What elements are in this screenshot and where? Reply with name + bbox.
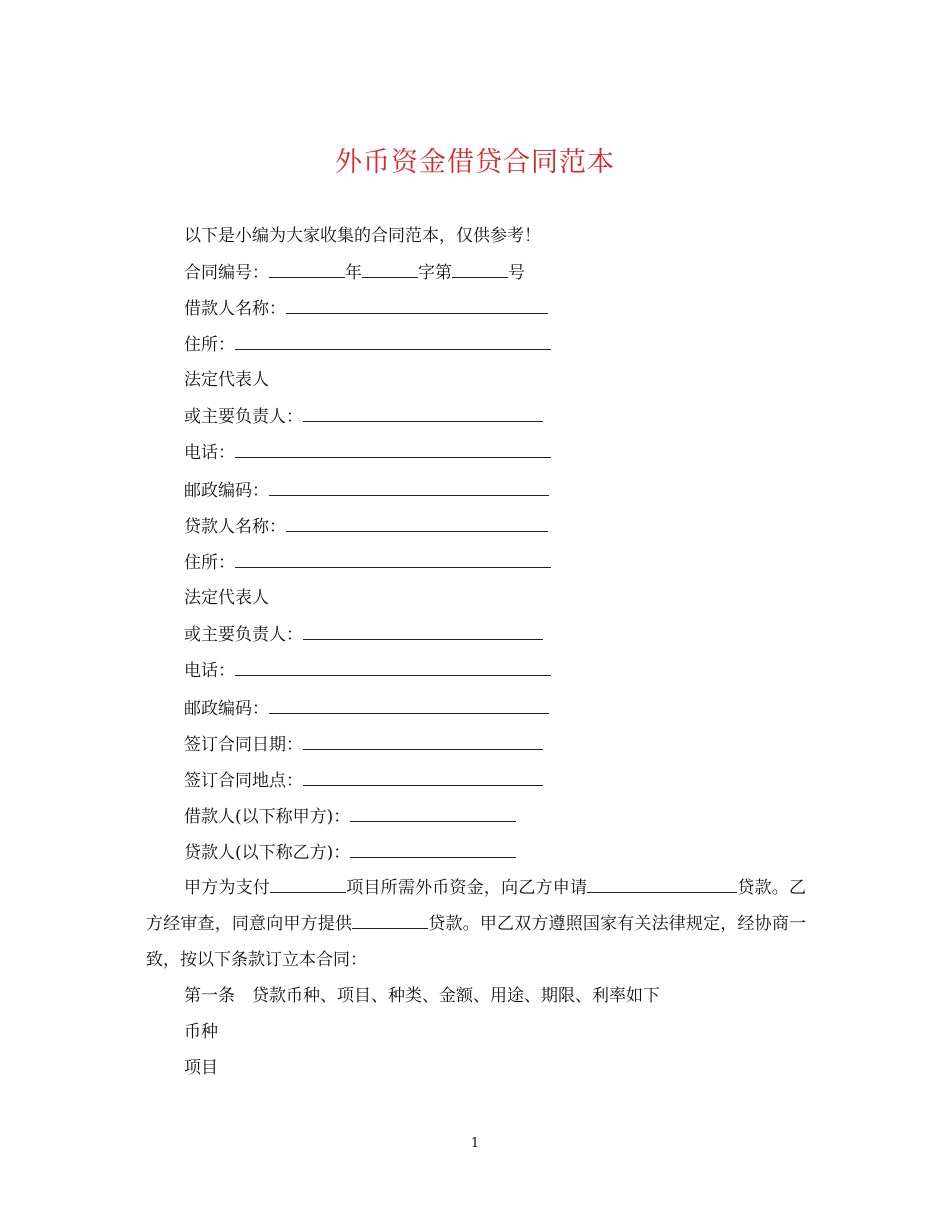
blank-field xyxy=(362,260,418,278)
borrower-phone-line xyxy=(184,440,551,465)
blank-field xyxy=(235,440,551,458)
lender-name-line xyxy=(184,514,548,539)
borrower-address-label: 住所： xyxy=(184,335,235,355)
blank-field xyxy=(350,840,516,858)
body-text: 贷款。甲乙双方遵照国家有关法律规定，经协商一致，按以下条款订立本合同： xyxy=(146,914,807,970)
blank-field xyxy=(587,875,737,893)
body-text: 甲方为支付 xyxy=(184,878,271,898)
borrower-head-label: 或主要负责人： xyxy=(184,407,303,427)
blank-field xyxy=(235,332,551,350)
blank-field xyxy=(269,696,549,714)
number-label: 号 xyxy=(508,263,525,283)
blank-field xyxy=(303,732,543,750)
document-title: 外币资金借贷合同范本 xyxy=(335,147,615,178)
blank-field xyxy=(303,622,543,640)
blank-field xyxy=(286,514,548,532)
sign-date-line xyxy=(184,732,543,757)
item-label: 项目 xyxy=(184,1058,218,1078)
sign-date-label: 签订合同日期： xyxy=(184,735,303,755)
lender-phone-line xyxy=(184,658,551,683)
blank-field xyxy=(286,296,548,314)
lender-head-line xyxy=(184,622,543,647)
blank-field xyxy=(235,550,551,568)
blank-field xyxy=(235,658,551,676)
blank-field xyxy=(303,768,543,786)
party-b-label: 贷款人(以下称乙方)： xyxy=(184,843,351,863)
sign-place-label: 签订合同地点： xyxy=(184,771,303,791)
blank-field xyxy=(352,911,428,929)
body-text: 项目所需外币资金，向乙方申请 xyxy=(346,878,588,898)
party-b-line xyxy=(184,840,516,865)
year-label: 年 xyxy=(345,263,362,283)
article-one: 第一条 贷款币种、项目、种类、金额、用途、期限、利率如下 xyxy=(184,986,660,1006)
party-a-line xyxy=(184,804,516,829)
blank-field xyxy=(270,875,346,893)
lender-address-label: 住所： xyxy=(184,553,235,573)
borrower-name-label: 借款人名称： xyxy=(184,299,286,319)
lender-name-label: 贷款人名称： xyxy=(184,517,286,537)
borrower-postcode-label: 邮政编码： xyxy=(184,481,269,501)
intro-line: 以下是小编为大家收集的合同范本，仅供参考！ xyxy=(184,226,541,246)
borrower-head-line xyxy=(184,404,543,429)
lender-phone-label: 电话： xyxy=(184,661,235,681)
blank-field xyxy=(303,404,543,422)
sign-place-line xyxy=(184,768,543,793)
blank-field xyxy=(350,804,516,822)
blank-field xyxy=(269,260,345,278)
lender-postcode-label: 邮政编码： xyxy=(184,699,269,719)
body-text: 贷款。乙方经审查，同意向甲方提供 xyxy=(146,878,807,934)
borrower-postcode-line xyxy=(184,478,549,503)
currency-label: 币种 xyxy=(184,1022,218,1042)
lender-rep-line: 法定代表人 xyxy=(184,588,269,608)
party-a-label: 借款人(以下称甲方)： xyxy=(184,807,351,827)
blank-field xyxy=(269,478,549,496)
body-paragraph xyxy=(146,870,806,978)
lender-postcode-line xyxy=(184,696,549,721)
borrower-address-line xyxy=(184,332,551,357)
borrower-phone-label: 电话： xyxy=(184,443,235,463)
word-label: 字第 xyxy=(418,263,452,283)
page-number: 1 xyxy=(470,1136,480,1151)
borrower-name-line xyxy=(184,296,548,321)
contract-number-line xyxy=(184,260,525,285)
blank-field xyxy=(452,260,508,278)
contract-number-label: 合同编号： xyxy=(184,263,269,283)
lender-head-label: 或主要负责人： xyxy=(184,625,303,645)
borrower-rep-line: 法定代表人 xyxy=(184,370,269,390)
lender-address-line xyxy=(184,550,551,575)
